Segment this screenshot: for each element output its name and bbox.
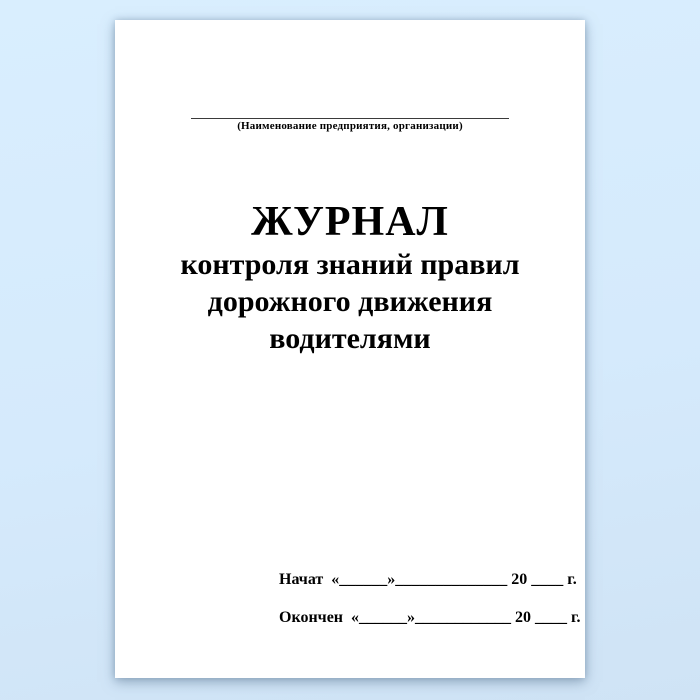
- organization-name-blank-line: [191, 118, 509, 119]
- journal-title: ЖУРНАЛ: [251, 199, 449, 245]
- started-date-row: Начат «______»______________ 20 ____ г.: [279, 571, 577, 588]
- organization-name-block: [115, 118, 585, 132]
- journal-subtitle-line-2: дорожного движения: [207, 285, 493, 318]
- finished-date-row: Окончен «______»____________ 20 ____ г.: [279, 609, 581, 626]
- title-block: [115, 199, 585, 356]
- journal-subtitle-line-1: контроля знаний правил: [180, 248, 520, 281]
- organization-name-caption: (Наименование предприятия, организации): [237, 120, 463, 132]
- journal-cover-page: [115, 20, 585, 678]
- journal-subtitle-line-3: водителями: [269, 322, 431, 355]
